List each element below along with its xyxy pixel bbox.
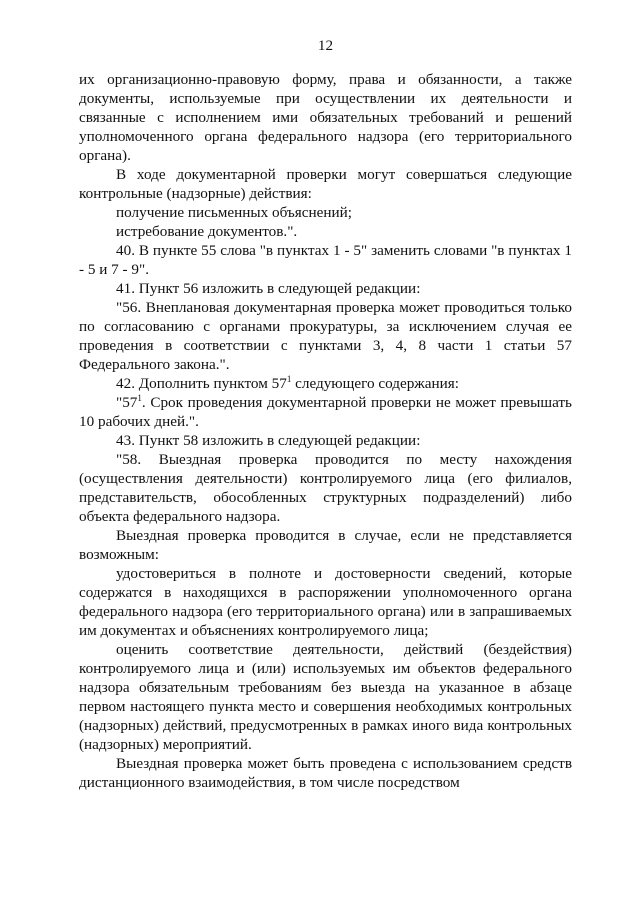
text-before: 42. Дополнить пунктом 57 <box>116 375 287 392</box>
text-after: . Срок проведения документарной проверки не может превышать 10 рабочих дней.". <box>79 394 572 430</box>
paragraph-remote: Выездная проверка может быть проведена с использованием средств дистанционного взаимодействия, в том числе посредством <box>79 755 572 791</box>
list-item-documents: истребование документов.". <box>116 223 298 240</box>
paragraph-item-43: 43. Пункт 58 изложить в следующей редакции: <box>116 432 421 449</box>
paragraph-item-41: 41. Пункт 56 изложить в следующей редакции: <box>116 280 421 297</box>
paragraph-item-42 <box>79 374 572 393</box>
page-number: 12 <box>317 37 334 54</box>
paragraph-continuation: их организационно-правовую форму, права и обязанности, а также документы, используемые при осуществлении их деятельности и связанные с исполнением ими обязательных требований и решений уполномоченного органа федерального надзора (его территориального органа). <box>79 71 572 164</box>
paragraph-point-57-1 <box>79 393 572 431</box>
list-item-verify: удостовериться в полноте и достоверности сведений, которые содержатся в находящихся в распоряжении уполномоченного органа федерального надзора (его территориального органа) или в запрашиваемых им документах и объяснениях контролируемого лица; <box>79 565 572 639</box>
list-item-assess: оценить соответствие деятельности, действий (бездействия) контролируемого лица и (или) используемых им объектов федерального надзора обязательным требованиям без выезда на указанное в абзаце первом настоящего пункта место и совершения необходимых контрольных (надзорных) действий, предусмотренных в рамках иного вида контрольных (надзорных) мероприятий. <box>79 641 572 753</box>
superscript: 1 <box>286 373 292 384</box>
paragraph-item-40: 40. В пункте 55 слова "в пунктах 1 - 5" заменить словами "в пунктах 1 - 5 и 7 - 9". <box>79 242 572 278</box>
superscript: 1 <box>137 392 142 403</box>
text-after: следующего содержания: <box>291 375 459 392</box>
paragraph-point-58: "58. Выездная проверка проводится по месту нахождения (осуществления деятельности) контролируемого лица (его филиалов, представительств, обособленных структурных подразделений) либо объекта федерального надзора. <box>79 451 572 525</box>
list-item-explanations: получение письменных объяснений; <box>116 204 352 221</box>
text-before: "57 <box>116 394 138 411</box>
paragraph-point-56: "56. Внеплановая документарная проверка может проводиться только по согласованию с органами прокуратуры, за исключением случая ее проведения в соответствии с пунктами 3, 4, 8 части 1 статьи 57 Федерального закона.". <box>79 299 572 373</box>
paragraph-control-actions: В ходе документарной проверки могут совершаться следующие контрольные (надзорные) действия: <box>79 166 572 202</box>
paragraph-onsite-case: Выездная проверка проводится в случае, если не представляется возможным: <box>79 527 572 563</box>
